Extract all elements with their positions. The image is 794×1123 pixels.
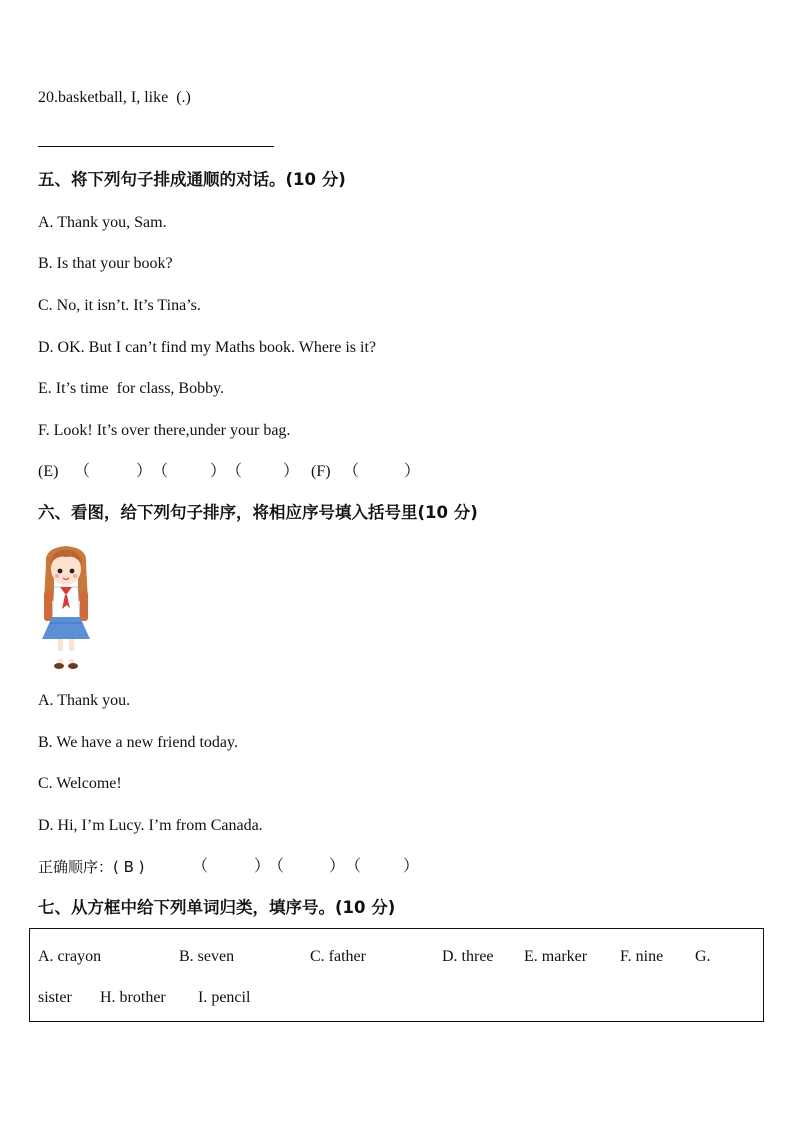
- picture-sentence-c: C. Welcome!: [38, 775, 122, 792]
- order-blank-4-close: ）: [404, 463, 421, 480]
- answer-line-20[interactable]: [38, 146, 274, 147]
- word-h-brother: H. brother: [100, 989, 166, 1006]
- order-blank-2-open[interactable]: （: [152, 463, 169, 480]
- word-f-nine: F. nine: [620, 948, 664, 965]
- order-blank-1-close: ）: [136, 463, 153, 480]
- dialogue-sentence-b: B. Is that your book?: [38, 255, 173, 272]
- word-a-crayon: A. crayon: [38, 948, 102, 965]
- word-box: [29, 928, 764, 1022]
- section-5-heading: 五、将下列句子排成通顺的对话。(10 分): [38, 170, 346, 189]
- dialogue-sentence-a: A. Thank you, Sam.: [38, 214, 167, 231]
- word-g-sister: sister: [38, 989, 72, 1006]
- order-blank-3-close: ）: [283, 463, 300, 480]
- order-blank-3-open[interactable]: （: [226, 463, 243, 480]
- dialogue-sentence-c: C. No, it isn’t. It’s Tina’s.: [38, 297, 201, 314]
- order-last: (F): [311, 463, 331, 480]
- order-blank-4-open[interactable]: （: [343, 463, 360, 480]
- picture-sentence-d: D. Hi, I’m Lucy. I’m from Canada.: [38, 817, 263, 834]
- dialogue-sentence-f: F. Look! It’s over there,under your bag.: [38, 422, 291, 439]
- dialogue-sentence-d: D. OK. But I can’t find my Maths book. Where is it?: [38, 339, 377, 356]
- word-i-pencil: I. pencil: [198, 989, 251, 1006]
- order6-blank-3-open[interactable]: （: [345, 858, 362, 875]
- order-blank-2-close: ）: [210, 463, 227, 480]
- dialogue-sentence-e: E. It’s time for class, Bobby.: [38, 380, 225, 397]
- word-g-label: G.: [695, 948, 711, 965]
- order6-blank-1-open[interactable]: （: [192, 858, 209, 875]
- word-b-seven: B. seven: [179, 948, 235, 965]
- word-e-marker: E. marker: [524, 948, 588, 965]
- order-first: (E): [38, 463, 59, 480]
- order6-blank-2-close: ）: [329, 858, 346, 875]
- question-20: 20.basketball, I, like (.): [38, 89, 191, 106]
- picture-sentence-a: A. Thank you.: [38, 692, 131, 709]
- word-c-father: C. father: [310, 948, 366, 965]
- order6-blank-3-close: ）: [403, 858, 420, 875]
- correct-order-label: 正确顺序：( B ): [38, 858, 145, 876]
- word-d-three: D. three: [442, 948, 494, 965]
- section-7-heading: 七、从方框中给下列单词归类，填序号。(10 分): [38, 898, 396, 917]
- girl-with-backpack-illustration: [36, 543, 96, 673]
- picture-sentence-b: B. We have a new friend today.: [38, 734, 238, 751]
- order-blank-1-open[interactable]: （: [74, 463, 91, 480]
- order6-blank-1-close: ）: [254, 858, 271, 875]
- section-6-heading: 六、看图，给下列句子排序，将相应序号填入括号里(10 分): [38, 503, 478, 522]
- order6-blank-2-open[interactable]: （: [268, 858, 285, 875]
